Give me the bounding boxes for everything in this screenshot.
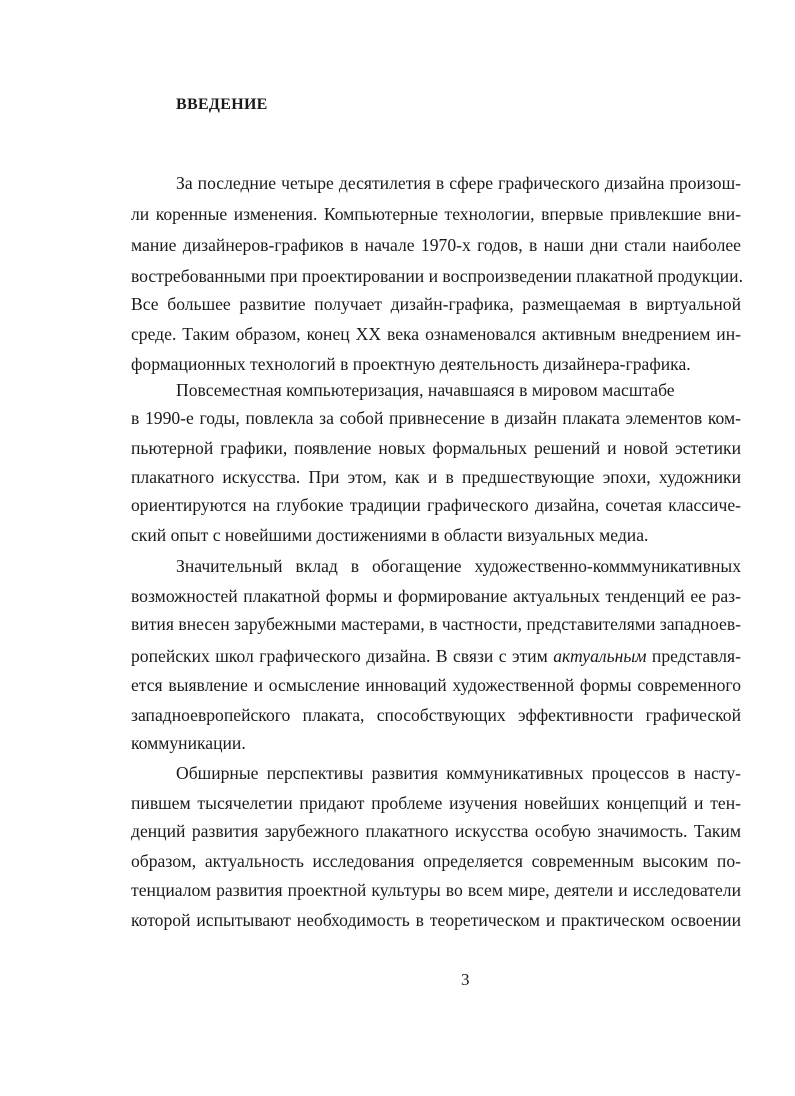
text-line: образом, актуальность исследования определяется современным высоким по- [131,851,741,871]
text-line: ли коренные изменения. Компьютерные технологии, впервые привлекшие вни- [131,204,741,224]
text-segment: представля- [651,646,741,666]
text-line: Обширные перспективы развития коммуникативных процессов в насту- [176,763,741,783]
text-line: западноевропейского плаката, способствующих эффективности графической [131,705,741,725]
text-line: денций развития зарубежного плакатного искусства особую значимость. Таким [131,821,741,841]
text-line: которой испытывают необходимость в теоретическом и практическом освоении [131,910,741,930]
text-line: в 1990-е годы, повлекла за собой привнесение в дизайн плаката элементов ком- [131,408,741,428]
text-line: коммуникации. [131,733,246,753]
text-line-mixed [131,646,741,666]
text-line: ориентируются на глубокие традиции графического дизайна, сочетая классиче- [131,495,741,515]
text-line: ский опыт с новейшими достижениями в области визуальных медиа. [131,525,649,545]
text-line: востребованными при проектировании и воспроизведении плакатной продукции. [131,266,743,286]
text-line: мание дизайнеров-графиков в начале 1970-х годов, в наши дни стали наиболее [131,235,741,255]
section-heading: ВВЕДЕНИЕ [176,96,268,113]
text-line: плакатного искусства. При этом, как и в предшествующие эпохи, художники [131,467,741,487]
text-line: среде. Таким образом, конец XX века ознаменовался активным внедрением ин- [131,324,741,344]
text-line: Все большее развитие получает дизайн-графика, размещаемая в виртуальной [131,294,741,314]
text-line: пьютерной графики, появление новых формальных решений и новой эстетики [131,438,741,458]
text-line: пившем тысячелетии придают проблеме изучения новейших концепций и тен- [131,793,741,813]
text-line: Значительный вклад в обогащение художественно-комммуникативных [176,556,741,576]
text-line: возможностей плакатной формы и формирование актуальных тенденций ее раз- [131,586,741,606]
text-line: ется выявление и осмысление инноваций художественной формы современного [131,675,741,695]
text-line: Повсеместная компьютеризация, начавшаяся в мировом масштабе [176,380,675,400]
italic-term: актуальным [553,646,647,666]
page-number: 3 [461,970,470,989]
text-segment: ропейских школ графического дизайна. В связи с этим [131,646,548,666]
text-line: За последние четыре десятилетия в сфере графического дизайна произош- [176,173,741,193]
text-line: тенциалом развития проектной культуры во всем мире, деятели и исследователи [131,880,741,900]
text-line: вития внесен зарубежными мастерами, в частности, представителями западноев- [131,614,741,634]
text-line: формационных технологий в проектную деятельность дизайнера-графика. [131,354,691,374]
